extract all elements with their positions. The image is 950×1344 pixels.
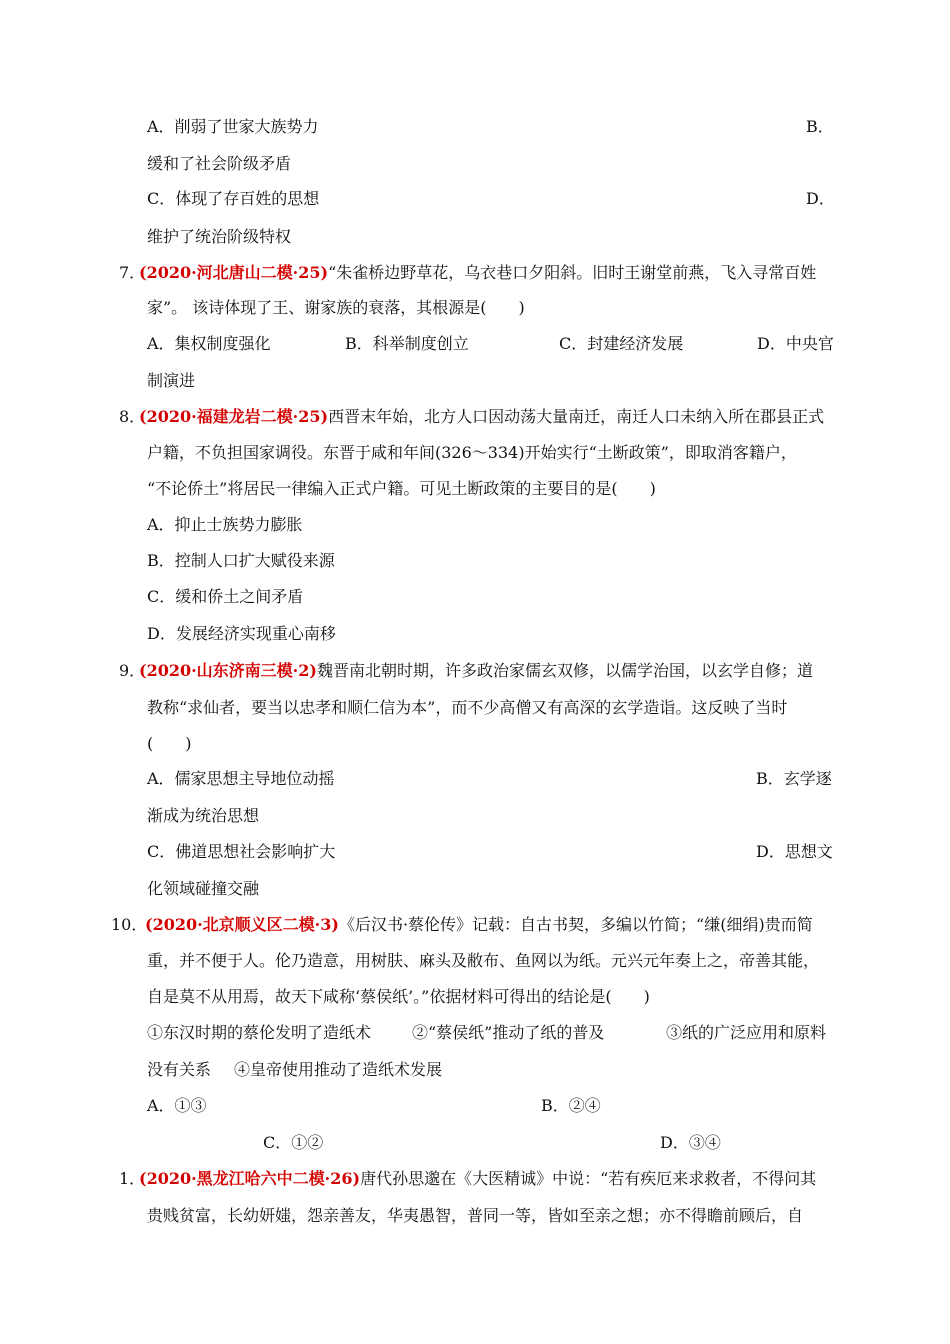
q7-option-a: A．集权制度强化 (147, 334, 271, 353)
q8-text: 西晋末年始，北方人口因动荡大量南迁，南迁人口未纳入所在郡县正式 (328, 407, 825, 426)
next-q1-text: 唐代孙思邈在《大医精诚》中说：“若有疾厄来求救者，不得问其 (360, 1169, 817, 1188)
q7-stem-line-1 (139, 262, 816, 284)
q9-stem-line-2: 教称“求仙者，要当以忠孝和顺仁信为本”，而不少高僧又有高深的玄学造诣。这反映了当时 (147, 698, 788, 717)
q7-number: 7． (119, 263, 146, 282)
q9-option-b: B．玄学逐 (756, 769, 832, 788)
q9-option-b-continued: 渐成为统治思想 (147, 806, 260, 825)
q10-statement-1: ①东汉时期的蔡伦发明了造纸术 (147, 1023, 372, 1042)
next-q1-source: (2020·黑龙江哈六中二模·26) (139, 1169, 361, 1188)
q7-option-c: C．封建经济发展 (559, 334, 684, 353)
q8-stem-line-3: “不论侨土”将居民一律编入正式户籍。可见土断政策的主要目的是( ) (147, 479, 656, 498)
q10-stem-line-2: 重，并不便于人。伦乃造意，用树肤、麻头及敝布、鱼网以为纸。元兴元年奏上之，帝善其能， (147, 951, 820, 970)
q9-stem-line-1 (139, 660, 813, 682)
q8-number: 8． (119, 407, 146, 426)
q8-option-d: D．发展经济实现重心南移 (147, 624, 336, 643)
next-q1-stem-line-1 (139, 1168, 816, 1190)
q8-source: (2020·福建龙岩二模·25) (139, 407, 329, 426)
q6-option-b: B． (806, 117, 834, 136)
q8-option-c: C．缓和侨土之间矛盾 (147, 587, 304, 606)
q10-statement-4: ④皇帝使用推动了造纸术发展 (234, 1060, 443, 1079)
q7-text: “朱雀桥边野草花，乌衣巷口夕阳斜。旧时王谢堂前燕，飞入寻常百姓 (328, 263, 817, 282)
q10-stem-line-1 (145, 914, 813, 936)
q9-text: 魏晋南北朝时期，许多政治家儒玄双修，以儒学治国，以玄学自修；道 (316, 661, 813, 680)
q9-stem-line-3: ( ) (147, 734, 192, 753)
q6-option-d: D． (806, 189, 835, 208)
q8-option-b: B．控制人口扩大赋役来源 (147, 551, 335, 570)
q6-option-c: C．体现了存百姓的思想 (147, 189, 320, 208)
q10-number: 10． (111, 915, 148, 934)
q10-statement-3-continued: 没有关系 (147, 1060, 212, 1079)
q8-option-a: A．抑止士族势力膨胀 (147, 515, 303, 534)
q9-option-c: C．佛道思想社会影响扩大 (147, 842, 336, 861)
q9-option-a: A．儒家思想主导地位动摇 (147, 769, 335, 788)
q9-source: (2020·山东济南三模·2) (139, 661, 317, 680)
q9-option-d: D．思想文 (756, 842, 833, 861)
q10-statement-2: ②“蔡侯纸”推动了纸的普及 (412, 1023, 605, 1042)
q10-stem-line-3: 自是莫不从用焉，故天下咸称‘蔡侯纸’。”依据材料可得出的结论是( ) (147, 987, 650, 1006)
q10-option-c: C．①② (263, 1133, 324, 1152)
q9-option-d-continued: 化领域碰撞交融 (147, 879, 260, 898)
q7-option-d-continued: 制演进 (147, 371, 196, 390)
next-q1-number: 1． (119, 1169, 146, 1188)
q6-option-d-continued: 维护了统治阶级特权 (147, 227, 292, 246)
next-q1-stem-line-2: 贵贱贫富，长幼妍媸，怨亲善友，华夷愚智，普同一等，皆如至亲之想；亦不得瞻前顾后，自 (147, 1206, 804, 1225)
q10-source: (2020·北京顺义区二模·3) (145, 915, 339, 934)
q8-stem-line-2: 户籍，不负担国家调役。东晋于咸和年间(326～334)开始实行“土断政策”，即取消客籍户， (147, 443, 797, 462)
q7-source: (2020·河北唐山二模·25) (139, 263, 329, 282)
q10-option-a: A．①③ (147, 1096, 207, 1115)
q7-option-b: B．科举制度创立 (345, 334, 469, 353)
q8-stem-line-1 (139, 406, 824, 428)
q10-option-b: B．②④ (541, 1096, 601, 1115)
q10-text: 《后汉书·蔡伦传》记载：自古书契，多编以竹简；“缣(细绢)贵而简 (338, 915, 813, 934)
q9-number: 9． (119, 661, 146, 680)
q10-statement-3: ③纸的广泛应用和原料 (666, 1023, 827, 1042)
q10-option-d: D．③④ (660, 1133, 721, 1152)
q6-option-a: A．削弱了世家大族势力 (147, 117, 319, 136)
q7-stem-line-2: 家”。 该诗体现了王、谢家族的衰落，其根源是( ) (147, 298, 525, 317)
q6-option-b-continued: 缓和了社会阶级矛盾 (147, 154, 292, 173)
q7-option-d: D．中央官 (757, 334, 834, 353)
